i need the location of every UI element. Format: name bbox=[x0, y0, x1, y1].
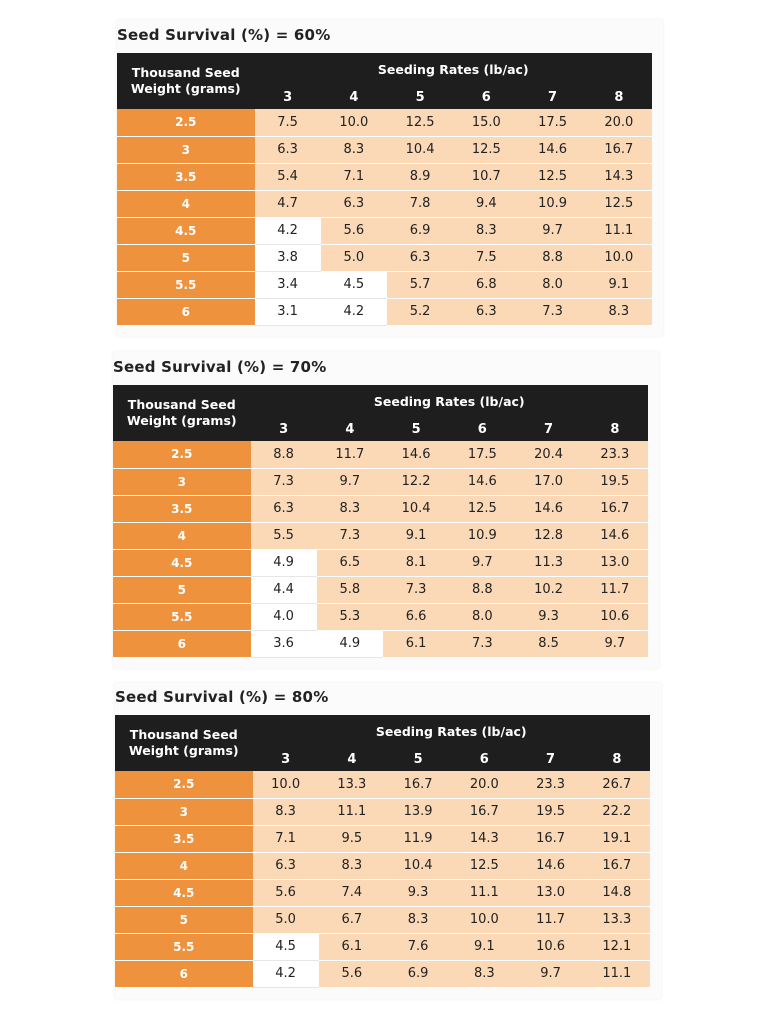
row-header-label-line2: Weight (grams) bbox=[128, 743, 239, 758]
table-cell: 10.0 bbox=[451, 906, 517, 933]
table-cell: 10.0 bbox=[321, 109, 387, 136]
table-cell: 17.5 bbox=[449, 441, 515, 468]
row-header: 2.5 bbox=[117, 109, 255, 136]
row-header: 4 bbox=[115, 852, 253, 879]
column-group-header: Seeding Rates (lb/ac) bbox=[253, 715, 651, 747]
table-cell: 5.0 bbox=[321, 244, 387, 271]
table-cell: 13.0 bbox=[517, 879, 583, 906]
row-header: 6 bbox=[115, 960, 253, 987]
table-row bbox=[115, 771, 650, 798]
table-cell: 8.8 bbox=[449, 576, 515, 603]
table-cell: 5.2 bbox=[387, 298, 453, 325]
row-header: 5 bbox=[117, 244, 255, 271]
row-header: 4.5 bbox=[113, 549, 251, 576]
column-header: 7 bbox=[515, 417, 581, 441]
table-cell: 9.5 bbox=[319, 825, 385, 852]
table-cell: 10.4 bbox=[383, 495, 449, 522]
table-cell: 12.5 bbox=[586, 190, 652, 217]
table-cell: 11.9 bbox=[385, 825, 451, 852]
table-cell: 5.0 bbox=[253, 906, 319, 933]
row-header-label bbox=[115, 715, 253, 771]
table-cell: 4.2 bbox=[255, 217, 321, 244]
table-cell: 10.4 bbox=[387, 136, 453, 163]
table-cell: 9.7 bbox=[317, 468, 383, 495]
table-cell: 19.5 bbox=[517, 798, 583, 825]
table-row bbox=[117, 109, 652, 136]
table-title: Seed Survival (%) = 80% bbox=[115, 688, 329, 706]
table-cell: 10.6 bbox=[517, 933, 583, 960]
column-header: 4 bbox=[321, 85, 387, 109]
table-cell: 14.6 bbox=[383, 441, 449, 468]
table-cell: 19.5 bbox=[582, 468, 648, 495]
table-cell: 10.7 bbox=[453, 163, 519, 190]
table-row bbox=[115, 933, 650, 960]
table-cell: 7.3 bbox=[251, 468, 317, 495]
table-cell: 6.8 bbox=[453, 271, 519, 298]
table-row bbox=[115, 852, 650, 879]
row-header: 4 bbox=[113, 522, 251, 549]
table-cell: 11.7 bbox=[582, 576, 648, 603]
row-header-label-line1: Thousand Seed bbox=[131, 65, 240, 80]
table-row bbox=[115, 798, 650, 825]
row-header-label-line2: Weight (grams) bbox=[126, 413, 237, 428]
table-cell: 8.3 bbox=[317, 495, 383, 522]
column-header: 8 bbox=[586, 85, 652, 109]
table-cell: 8.3 bbox=[319, 852, 385, 879]
column-header: 5 bbox=[385, 747, 451, 771]
column-header: 5 bbox=[387, 85, 453, 109]
table-cell: 12.5 bbox=[387, 109, 453, 136]
table-cell: 22.2 bbox=[584, 798, 650, 825]
row-header: 2.5 bbox=[115, 771, 253, 798]
table-cell: 8.3 bbox=[451, 960, 517, 987]
table-cell: 4.5 bbox=[321, 271, 387, 298]
column-header: 3 bbox=[251, 417, 317, 441]
table-cell: 16.7 bbox=[517, 825, 583, 852]
table-row bbox=[117, 271, 652, 298]
row-header: 5.5 bbox=[117, 271, 255, 298]
table-cell: 14.6 bbox=[517, 852, 583, 879]
table-cell: 14.8 bbox=[584, 879, 650, 906]
column-header: 8 bbox=[582, 417, 648, 441]
table-row bbox=[113, 522, 648, 549]
row-header-label bbox=[117, 53, 255, 109]
row-header: 3 bbox=[113, 468, 251, 495]
table-cell: 7.8 bbox=[387, 190, 453, 217]
seeding-rate-table bbox=[117, 53, 652, 326]
table-cell: 8.8 bbox=[251, 441, 317, 468]
table-cell: 13.3 bbox=[584, 906, 650, 933]
table-cell: 7.3 bbox=[449, 630, 515, 657]
table-cell: 7.1 bbox=[321, 163, 387, 190]
table-cell: 5.7 bbox=[387, 271, 453, 298]
table-cell: 16.7 bbox=[385, 771, 451, 798]
column-header: 3 bbox=[253, 747, 319, 771]
table-cell: 6.9 bbox=[387, 217, 453, 244]
table-cell: 9.3 bbox=[385, 879, 451, 906]
table-title: Seed Survival (%) = 60% bbox=[117, 26, 331, 44]
table-cell: 17.5 bbox=[519, 109, 585, 136]
table-cell: 23.3 bbox=[582, 441, 648, 468]
table-cell: 5.6 bbox=[253, 879, 319, 906]
column-header: 4 bbox=[319, 747, 385, 771]
table-cell: 10.6 bbox=[582, 603, 648, 630]
table-row bbox=[113, 495, 648, 522]
table-row bbox=[115, 879, 650, 906]
table-panel-70 bbox=[113, 352, 659, 668]
table-cell: 12.5 bbox=[449, 495, 515, 522]
table-cell: 12.5 bbox=[519, 163, 585, 190]
column-group-header: Seeding Rates (lb/ac) bbox=[255, 53, 653, 85]
table-cell: 9.7 bbox=[449, 549, 515, 576]
table-title: Seed Survival (%) = 70% bbox=[113, 358, 327, 376]
table-cell: 15.0 bbox=[453, 109, 519, 136]
table-row bbox=[113, 576, 648, 603]
table-cell: 7.4 bbox=[319, 879, 385, 906]
table-cell: 8.3 bbox=[586, 298, 652, 325]
table-cell: 7.3 bbox=[317, 522, 383, 549]
table-cell: 10.4 bbox=[385, 852, 451, 879]
table-cell: 5.3 bbox=[317, 603, 383, 630]
table-cell: 12.1 bbox=[584, 933, 650, 960]
table-cell: 10.0 bbox=[253, 771, 319, 798]
table-cell: 8.5 bbox=[515, 630, 581, 657]
table-cell: 6.5 bbox=[317, 549, 383, 576]
table-cell: 14.3 bbox=[451, 825, 517, 852]
column-header: 6 bbox=[449, 417, 515, 441]
table-row bbox=[117, 190, 652, 217]
table-cell: 4.4 bbox=[251, 576, 317, 603]
table-cell: 14.6 bbox=[449, 468, 515, 495]
seeding-rate-table bbox=[113, 385, 648, 658]
table-cell: 20.4 bbox=[515, 441, 581, 468]
table-cell: 4.2 bbox=[253, 960, 319, 987]
row-header: 4 bbox=[117, 190, 255, 217]
table-cell: 10.9 bbox=[449, 522, 515, 549]
table-cell: 6.3 bbox=[255, 136, 321, 163]
table-row bbox=[117, 163, 652, 190]
table-cell: 17.0 bbox=[515, 468, 581, 495]
table-cell: 6.3 bbox=[251, 495, 317, 522]
table-cell: 6.7 bbox=[319, 906, 385, 933]
table-cell: 7.5 bbox=[255, 109, 321, 136]
table-row bbox=[113, 441, 648, 468]
table-cell: 14.6 bbox=[515, 495, 581, 522]
row-header: 5.5 bbox=[115, 933, 253, 960]
table-row bbox=[115, 825, 650, 852]
table-cell: 16.7 bbox=[451, 798, 517, 825]
row-header-label-line2: Weight (grams) bbox=[130, 81, 241, 96]
table-cell: 8.3 bbox=[453, 217, 519, 244]
table-cell: 19.1 bbox=[584, 825, 650, 852]
table-cell: 3.4 bbox=[255, 271, 321, 298]
table-cell: 3.6 bbox=[251, 630, 317, 657]
table-cell: 6.1 bbox=[319, 933, 385, 960]
row-header: 2.5 bbox=[113, 441, 251, 468]
table-row bbox=[115, 960, 650, 987]
table-cell: 10.9 bbox=[519, 190, 585, 217]
table-cell: 8.0 bbox=[519, 271, 585, 298]
table-cell: 9.7 bbox=[517, 960, 583, 987]
table-cell: 11.1 bbox=[451, 879, 517, 906]
row-header-label-line1: Thousand Seed bbox=[129, 727, 238, 742]
row-header: 6 bbox=[113, 630, 251, 657]
table-cell: 20.0 bbox=[586, 109, 652, 136]
table-cell: 14.6 bbox=[519, 136, 585, 163]
table-cell: 9.7 bbox=[582, 630, 648, 657]
table-cell: 4.9 bbox=[317, 630, 383, 657]
row-header: 3 bbox=[117, 136, 255, 163]
table-cell: 16.7 bbox=[586, 136, 652, 163]
table-cell: 4.7 bbox=[255, 190, 321, 217]
table-cell: 11.1 bbox=[319, 798, 385, 825]
row-header: 4.5 bbox=[115, 879, 253, 906]
table-cell: 6.3 bbox=[321, 190, 387, 217]
table-cell: 6.3 bbox=[253, 852, 319, 879]
column-header: 6 bbox=[453, 85, 519, 109]
table-row bbox=[113, 468, 648, 495]
table-cell: 11.1 bbox=[584, 960, 650, 987]
table-row bbox=[115, 906, 650, 933]
table-cell: 12.5 bbox=[451, 852, 517, 879]
column-header: 6 bbox=[451, 747, 517, 771]
table-cell: 9.1 bbox=[451, 933, 517, 960]
table-cell: 8.8 bbox=[519, 244, 585, 271]
row-header: 3 bbox=[115, 798, 253, 825]
table-cell: 13.3 bbox=[319, 771, 385, 798]
table-cell: 5.5 bbox=[251, 522, 317, 549]
table-cell: 8.0 bbox=[449, 603, 515, 630]
row-header: 3.5 bbox=[113, 495, 251, 522]
table-cell: 11.1 bbox=[586, 217, 652, 244]
row-header: 4.5 bbox=[117, 217, 255, 244]
table-cell: 4.9 bbox=[251, 549, 317, 576]
table-cell: 16.7 bbox=[584, 852, 650, 879]
table-cell: 23.3 bbox=[517, 771, 583, 798]
table-panel-60 bbox=[117, 20, 663, 336]
table-row bbox=[113, 603, 648, 630]
row-header-label bbox=[113, 385, 251, 441]
row-header: 5 bbox=[113, 576, 251, 603]
table-cell: 10.2 bbox=[515, 576, 581, 603]
table-cell: 3.8 bbox=[255, 244, 321, 271]
table-cell: 8.3 bbox=[321, 136, 387, 163]
table-cell: 5.4 bbox=[255, 163, 321, 190]
table-cell: 16.7 bbox=[582, 495, 648, 522]
row-header: 5.5 bbox=[113, 603, 251, 630]
table-cell: 11.3 bbox=[515, 549, 581, 576]
column-header: 7 bbox=[519, 85, 585, 109]
table-cell: 6.9 bbox=[385, 960, 451, 987]
table-cell: 9.1 bbox=[383, 522, 449, 549]
row-header: 6 bbox=[117, 298, 255, 325]
table-cell: 7.6 bbox=[385, 933, 451, 960]
column-header: 5 bbox=[383, 417, 449, 441]
column-group-header: Seeding Rates (lb/ac) bbox=[251, 385, 649, 417]
table-cell: 9.3 bbox=[515, 603, 581, 630]
table-cell: 9.4 bbox=[453, 190, 519, 217]
table-cell: 12.2 bbox=[383, 468, 449, 495]
column-header: 7 bbox=[517, 747, 583, 771]
table-cell: 8.3 bbox=[385, 906, 451, 933]
table-row bbox=[113, 549, 648, 576]
row-header: 5 bbox=[115, 906, 253, 933]
table-cell: 4.5 bbox=[253, 933, 319, 960]
table-cell: 11.7 bbox=[317, 441, 383, 468]
table-cell: 8.3 bbox=[253, 798, 319, 825]
table-cell: 4.0 bbox=[251, 603, 317, 630]
table-panel-80 bbox=[115, 683, 661, 999]
table-cell: 10.0 bbox=[586, 244, 652, 271]
table-cell: 13.0 bbox=[582, 549, 648, 576]
table-cell: 11.7 bbox=[517, 906, 583, 933]
table-cell: 3.1 bbox=[255, 298, 321, 325]
column-header: 8 bbox=[584, 747, 650, 771]
table-cell: 5.6 bbox=[319, 960, 385, 987]
row-header: 3.5 bbox=[117, 163, 255, 190]
table-cell: 26.7 bbox=[584, 771, 650, 798]
table-cell: 8.1 bbox=[383, 549, 449, 576]
table-cell: 8.9 bbox=[387, 163, 453, 190]
table-row bbox=[117, 217, 652, 244]
column-header: 3 bbox=[255, 85, 321, 109]
table-cell: 12.5 bbox=[453, 136, 519, 163]
table-cell: 5.8 bbox=[317, 576, 383, 603]
table-cell: 9.7 bbox=[519, 217, 585, 244]
table-cell: 12.8 bbox=[515, 522, 581, 549]
table-cell: 6.3 bbox=[387, 244, 453, 271]
table-cell: 14.3 bbox=[586, 163, 652, 190]
table-cell: 4.2 bbox=[321, 298, 387, 325]
table-cell: 7.3 bbox=[519, 298, 585, 325]
table-cell: 13.9 bbox=[385, 798, 451, 825]
table-row bbox=[117, 298, 652, 325]
table-cell: 5.6 bbox=[321, 217, 387, 244]
table-row bbox=[117, 244, 652, 271]
table-row bbox=[113, 630, 648, 657]
row-header-label-line1: Thousand Seed bbox=[127, 397, 236, 412]
seeding-rate-table bbox=[115, 715, 650, 988]
column-header: 4 bbox=[317, 417, 383, 441]
table-cell: 7.1 bbox=[253, 825, 319, 852]
table-row bbox=[117, 136, 652, 163]
table-cell: 6.6 bbox=[383, 603, 449, 630]
table-cell: 6.3 bbox=[453, 298, 519, 325]
table-cell: 14.6 bbox=[582, 522, 648, 549]
table-cell: 7.5 bbox=[453, 244, 519, 271]
table-cell: 20.0 bbox=[451, 771, 517, 798]
table-cell: 7.3 bbox=[383, 576, 449, 603]
table-cell: 9.1 bbox=[586, 271, 652, 298]
table-cell: 6.1 bbox=[383, 630, 449, 657]
row-header: 3.5 bbox=[115, 825, 253, 852]
